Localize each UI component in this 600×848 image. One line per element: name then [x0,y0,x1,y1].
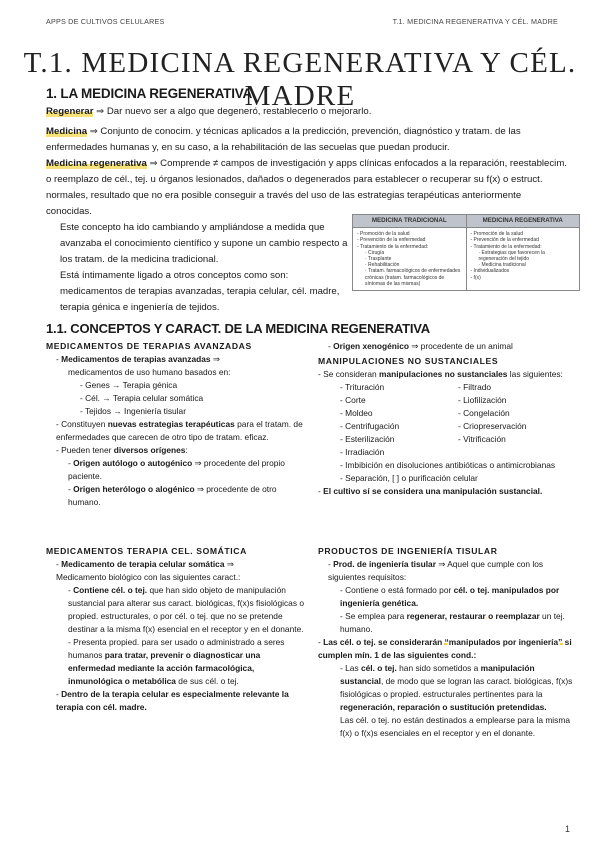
heading-terapia-somatica: MEDICAMENTOS TERAPIA CEL. SOMÁTICA [46,546,247,556]
text: Contiene o está formado por [345,585,454,595]
term: regenerar, restaurar o reemplazar [406,611,540,621]
term: regeneración, reparación o sustitución pretendidas. [340,702,547,712]
term: manipulaciones no sustanciales [379,369,508,379]
right-column-ingenieria [318,545,580,740]
term: cél. o tej. manipulados por ingeniería genética. [340,585,560,608]
list-item: Las cél. o tej. no están destinados a emplearse para la misma f(x) o f(x)s esenciales en el receptor y en el donante. [340,715,570,738]
heading-manipulaciones: MANIPULACIONES NO SUSTANCIALES [318,356,499,366]
table-line: · Rehabilitación [365,262,400,269]
list-item: - Se consideran manipulaciones no sustanciales las siguientes: [318,369,563,379]
text: que han sido objeto de manipulación sustancial para alterar sus caract. biológicas, f(x)s fisiológicas o propied. estructurales, o por cél. o tej. que no se pretende destinar a la misma f(x) esencial en el receptor y en el donante. [68,585,304,634]
text: Se consideran [323,369,379,379]
list-item: - Cél. → Terapia celular somática [80,393,204,403]
comparison-table [352,214,580,291]
left-column [46,340,310,509]
table-cell-regenerative [466,228,580,291]
list-item: - Trituración [340,382,385,392]
table-line: · Trasplante [365,256,392,263]
text: Filtrado [463,382,492,392]
list-item: - Origen heterólogo o alogénico ⇒ procedente de otro humano. [68,484,277,507]
list-item: - Centrifugación [340,421,400,431]
definition-medicina [46,124,566,156]
page-number: 1 [564,824,570,834]
section-heading: 1. LA MEDICINA REGENERATIVA [46,86,253,101]
list-item: - El cultivo sí se considera una manipulación sustancial. [318,486,543,496]
term: Prod. de ingeniería tisular [333,559,436,569]
text: Vitrificación [463,434,506,444]
heading-terapias-avanzadas: MEDICAMENTOS DE TERAPIAS AVANZADAS [46,341,252,351]
list-item: - Constituyen nuevas estrategias terapéuticas para el tratam. de enfermedades que carecen de otro tipo de tratam. eficaz. [56,419,303,442]
term: El cultivo sí se considera una manipulación sustancial. [323,486,543,496]
manipulation-grid [318,381,580,446]
list-item: - Contiene cél. o tej. que han sido objeto de manipulación sustancial para alterar sus caract. biológicas, f(x)s fisiológicas o propied. estructurales, o por cél. o tej. que no se pretende destinar a la misma f(x) esencial en el receptor y en el donante. [68,585,304,634]
text: Pueden tener [61,445,114,455]
table-line: · Estrategias que favorecen la regeneración del tejido [478,249,545,263]
term: Origen xenogénico [333,341,409,351]
table-cell-traditional [353,228,467,291]
definition-text: ⇒ Dar nuevo ser a algo que degeneró, restablecerlo o mejorarlo. [93,106,372,117]
text: Irradiación [345,447,385,457]
term: Las cél. o tej. se considerarán “manipulados por ingeniería” si cumplen mín. 1 de las siguientes cond.: [318,637,572,660]
text: , de modo que se logran las caract. biológicas, f(x)s fisiológicas o propied. estructurales pertinentes para la [340,676,573,699]
table-line: - Promoción de la salud [357,231,410,238]
list-item: - Contiene o está formado por cél. o tej. manipulados por ingeniería genética. [340,585,560,608]
text: Congelación [463,408,510,418]
list-item-sub: Medicamento biológico con las siguientes caract.: [56,572,241,582]
table-line: - Tratamiento de la enfermedad: [470,243,542,250]
text: ⇒ procedente de un animal [408,341,513,351]
list-item: - Esterilización [340,434,395,444]
header-right: T.1. MEDICINA REGENERATIVA Y CÉL. MADRE [392,17,558,26]
text: Corte [345,395,366,405]
text: para el tratam. de enfermedades que carecen de otro tipo de tratam. eficaz. [56,419,303,442]
list-item: - Criopreservación [458,421,527,431]
paragraph-related: Está íntimamente ligado a otros conceptos como son: medicamentos de terapias avanzadas, terapia celular, cél. madre, terapia génica e ingeniería de tejidos. [60,270,340,313]
list-item: - Medicamentos de terapias avanzadas ⇒ [56,354,220,364]
list-item: - Liofilización [458,395,507,405]
list-item: - Moldeo [340,408,373,418]
table-line: · Cirugía [365,249,385,256]
term: cél. o tej. [360,663,397,673]
text: han sido sometidos a [396,663,481,673]
list-item: - Vitrificación [458,434,506,444]
heading-ingenieria-tisular: PRODUCTOS DE INGENIERÍA TISULAR [318,546,498,556]
text: Criopreservación [463,421,527,431]
text: : [185,445,188,455]
text: Las [345,663,361,673]
term: diversos orígenes [113,445,186,455]
list-item: - Dentro de la terapia celular es especialmente relevante la terapia con cél. madre. [56,689,289,712]
list-item: - Las cél. o tej. han sido sometidos a manipulación sustancial, de modo que se logran las caract. biológicas, f(x)s fisiológicas o propied. estructurales pertinentes para la regeneración, reparación o sustitución pretendidas. [340,663,573,712]
table-line: · Medicina tradicional [478,262,526,269]
text: Se emplea para [345,611,407,621]
text: de sus cél. o tej. [175,676,239,686]
table-header-regenerative: MEDICINA REGENERATIVA [466,215,580,228]
text: ⇒ Aquel que cumple con los siguientes requisitos: [328,559,544,582]
table-line: - Prevención de la enfermedad [357,237,426,244]
term: Medicamento de terapia celular somática [61,559,225,569]
list-item: - Medicamento de terapia celular somática ⇒ [56,559,234,569]
text: Constituyen [61,419,108,429]
table-line: - Tratamiento de la enfermedad: [357,243,429,250]
text: las siguientes: [507,369,563,379]
subsection-heading: 1.1. CONCEPTOS Y CARACT. DE LA MEDICINA REGENERATIVA [46,321,430,336]
term: Origen autólogo o autogénico [73,458,193,468]
text: Centrifugación [345,421,400,431]
list-item: - Separación, [ ] o purificación celular [340,473,478,483]
paragraph-concept: Este concepto ha ido cambiando y ampliándose a medida que avanzaba el conocimiento científico y supone un cambio respecto a los tratam. de la medicina tradicional. [60,222,348,265]
term: Contiene cél. o tej. [73,585,148,595]
list-item-sub: medicamentos de uso humano basados en: [68,367,231,377]
list-item: - Origen xenogénico ⇒ procedente de un animal [328,341,513,351]
table-line: · Tratam. farmacológicos de enfermedades crónicas (tratam. farmacológicos de síntomas de las mismas) [365,268,461,287]
text: ⇒ [224,559,234,569]
text: Esterilización [345,434,395,444]
right-column [318,340,580,498]
list-item: - Origen autólogo o autogénico ⇒ procedente del propio paciente. [68,458,285,481]
term: manipulación sustancial [340,663,535,686]
table-line: - f(x) [470,274,481,281]
definition-medicina-regenerativa [46,156,568,220]
table-header-traditional: MEDICINA TRADICIONAL [353,215,467,228]
list-item: - Imbibición en disoluciones antibióticas o antimicrobianas [340,460,556,470]
text: ⇒ procedente del propio paciente. [68,458,285,481]
text: ⇒ procedente de otro humano. [68,484,277,507]
left-column-somatica [46,545,310,714]
text: ⇒ [210,354,220,364]
list-item: - Presenta propied. para ser usado o administrado a seres humanos para tratar, prevenir o diagnosticar una enfermedad mediante la acción farmacológica, inmunológica o metabólica de sus cél. o tej. [68,637,285,686]
text: un tej. humano. [340,611,565,634]
text: Imbibición en disoluciones antibióticas o antimicrobianas [345,460,556,470]
text: Presenta propied. para ser usado o administrado a seres humanos [68,637,285,660]
term: Origen heterólogo o alogénico [73,484,195,494]
page-title: T.1. MEDICINA REGENERATIVA Y CÉL. MADRE [23,47,577,112]
list-item: - Filtrado [458,382,492,392]
text: Moldeo [345,408,373,418]
table-line: - Prevención de la enfermedad [470,237,539,244]
term: Medicina regenerativa [46,158,147,169]
text: Liofilización [463,395,507,405]
list-item: - Genes → Terapia génica [80,380,178,390]
list-item: - Corte [340,395,366,405]
list-item: - Prod. de ingeniería tisular ⇒ Aquel que cumple con los siguientes requisitos: [328,559,544,582]
table-line: - Promoción de la salud [470,231,524,238]
header-left: APPS DE CULTIVOS CELULARES [46,17,165,26]
term: para tratar, prevenir o diagnosticar una enfermedad mediante la acción farmacológica, inmunológica o metabólica [68,650,261,686]
list-item: - Irradiación [340,447,385,457]
definition-regenerar [46,104,566,120]
list-item: - Pueden tener diversos orígenes: [56,445,188,455]
list-item: - Se emplea para regenerar, restaurar o reemplazar un tej. humano. [340,611,565,634]
definition-text: ⇒ Comprende ≠ campos de investigación y apps clínicas enfocados a la reparación, reestablecim. o reemplazo de cél., tej. u órganos lesionados, dañados o degenerados para establecer o recuperar su f(x) o estruct. normales, resultado que no era posible conseguir a través del uso de las estrategias terapéuticas anteriormente conocidas. [46,158,567,217]
table-line: - Individualizados [470,268,510,275]
definition-text: ⇒ Conjunto de conocim. y técnicas aplicados a la predicción, prevención, diagnóstico y tratam. de las enfermedades humanas y, en su caso, a la rehabilitación de las secuelas que puedan producir. [46,126,521,153]
list-item: - Tejidos → Ingeniería tisular [80,406,186,416]
term: Dentro de la terapia celular es especialmente relevante la terapia con cél. madre. [56,689,289,712]
list-item: - Las cél. o tej. se considerarán “manipulados por ingeniería” si cumplen mín. 1 de las siguientes cond.: [318,637,572,660]
term: Medicina [46,126,88,137]
text: Separación, [ ] o purificación celular [345,473,478,483]
term: Regenerar [46,106,94,117]
term: Medicamentos de terapias avanzadas [61,354,211,364]
term: nuevas estrategias terapéuticas [107,419,235,429]
list-item: - Congelación [458,408,510,418]
text: Trituración [344,382,385,392]
